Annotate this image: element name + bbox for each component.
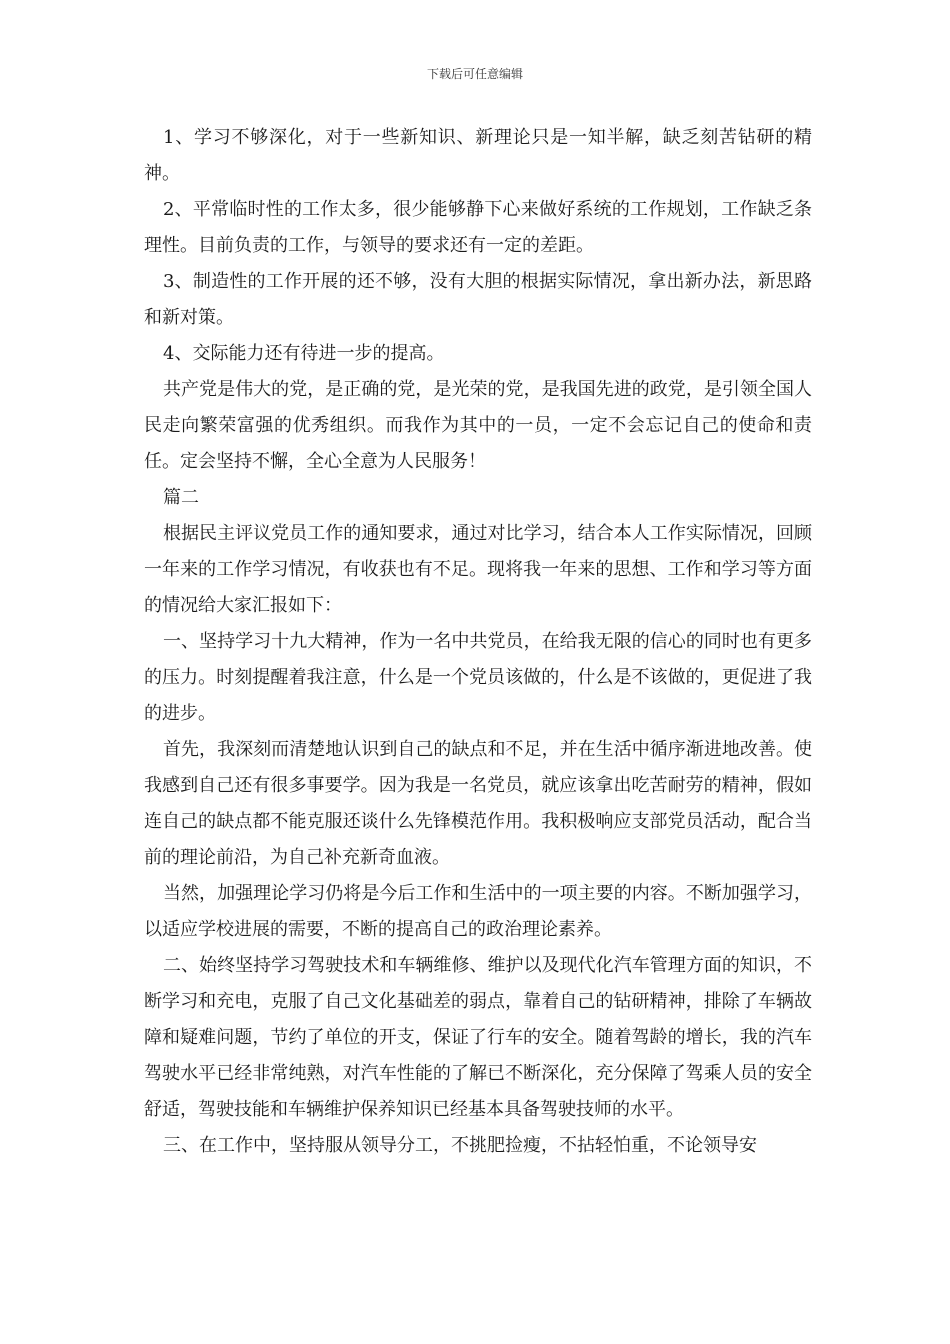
paragraph: 3、制造性的工作开展的还不够，没有大胆的根据实际情况，拿出新办法，新思路和新对策。 (144, 271, 812, 328)
paragraph: 共产党是伟大的党，是正确的党，是光荣的党，是我国先进的政党，是引领全国人民走向繁荣富强的优秀组织。而我作为其中的一员，一定不会忘记自己的使命和责任。定会坚持不懈，全心全意为人民服务！ (144, 379, 812, 472)
paragraph: 首先，我深刻而清楚地认识到自己的缺点和不足，并在生活中循序渐进地改善。使我感到自己还有很多事要学。因为我是一名党员，就应该拿出吃苦耐劳的精神，假如连自己的缺点都不能克服还谈什么先锋模范作用。我积极响应支部党员活动，配合当前的理论前沿，为自己补充新奇血液。 (144, 739, 812, 868)
page-header: 下载后可任意编辑 (426, 67, 523, 81)
section-heading: 篇二 (163, 487, 199, 508)
paragraph: 1、学习不够深化，对于一些新知识、新理论只是一知半解，缺乏刻苦钻研的精神。 (144, 127, 812, 184)
paragraph: 当然，加强理论学习仍将是今后工作和生活中的一项主要的内容。不断加强学习，以适应学校进展的需要，不断的提高自己的政治理论素养。 (144, 883, 812, 940)
paragraph: 一、坚持学习十九大精神，作为一名中共党员，在给我无限的信心的同时也有更多的压力。时刻提醒着我注意，什么是一个党员该做的，什么是不该做的，更促进了我的进步。 (144, 631, 812, 724)
document-body (144, 120, 812, 1164)
paragraph: 根据民主评议党员工作的通知要求，通过对比学习，结合本人工作实际情况，回顾一年来的工作学习情况，有收获也有不足。现将我一年来的思想、工作和学习等方面的情况给大家汇报如下： (144, 523, 812, 616)
paragraph: 4、交际能力还有待进一步的提高。 (163, 343, 445, 364)
paragraph: 2、平常临时性的工作太多，很少能够静下心来做好系统的工作规划，工作缺乏条理性。目前负责的工作，与领导的要求还有一定的差距。 (144, 199, 812, 256)
paragraph: 三、在工作中，坚持服从领导分工，不挑肥捡瘦，不拈轻怕重，不论领导安 (163, 1135, 757, 1156)
paragraph: 二、始终坚持学习驾驶技术和车辆维修、维护以及现代化汽车管理方面的知识，不断学习和充电，克服了自己文化基础差的弱点，靠着自己的钻研精神，排除了车辆故障和疑难问题，节约了单位的开支，保证了行车的安全。随着驾龄的增长，我的汽车驾驶水平已经非常纯熟，对汽车性能的了解已不断深化，充分保障了驾乘人员的安全舒适，驾驶技能和车辆维护保养知识已经基本具备驾驶技师的水平。 (144, 955, 812, 1120)
